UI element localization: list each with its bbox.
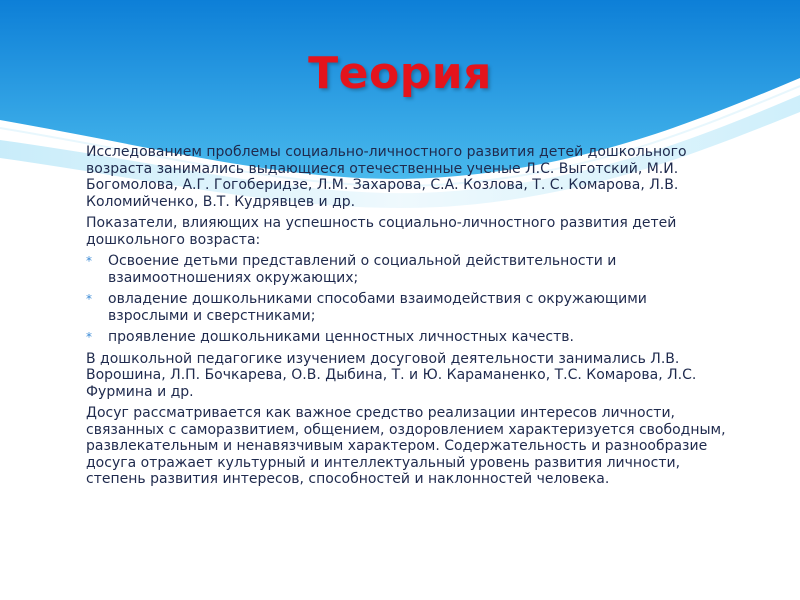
bullet-asterisk-icon: * — [86, 254, 92, 268]
paragraph-indicators: Показатели, влияющих на успешность социально-личностного развития детей дошкольного возраста: — [86, 215, 677, 248]
paragraph-researchers: Исследованием проблемы социально-личностного развития детей дошкольного возраста занимались выдающиеся отечественные ученые Л.С. Выготский, М.И. Богомолова, А.Г. Гогоберидзе, Л.М. Захарова, С.А. Козлова, Т. С. Комарова, Л.В. Коломийченко, В.Т. Кудрявцев и др. — [86, 144, 687, 210]
slide-body — [86, 144, 726, 493]
slide-title: Теория — [308, 48, 492, 99]
list-item — [86, 291, 726, 324]
bullet-asterisk-icon: * — [86, 330, 92, 344]
list-item — [86, 329, 726, 346]
paragraph-leisure-researchers: В дошкольной педагогике изучением досуговой деятельности занимались Л.В. Ворошина, Л.П. Бочкарева, О.В. Дыбина, Т. и Ю. Караманенко, Т.С. Комарова, Л.С. Фурмина и др. — [86, 350, 697, 400]
list-item-text: овладение дошкольниками способами взаимодействия с окружающими взрослыми и сверстниками; — [108, 291, 647, 324]
list-item — [86, 253, 726, 286]
list-item-text: Освоение детьми представлений о социальной действительности и взаимоотношениях окружающих; — [108, 253, 617, 286]
bullet-asterisk-icon: * — [86, 292, 92, 306]
list-item-text: проявление дошкольниками ценностных личностных качеств. — [108, 329, 574, 345]
paragraph-leisure-definition: Досуг рассматривается как важное средство реализации интересов личности, связанных с саморазвитием, общением, оздоровлением характеризуется свободным, развлекательным и ненавязчивым характером. Содержательность и разнообразие досуга отражает культурный и интеллектуальный уровень развития личности, степень развития интересов, способностей и наклонностей человека. — [86, 405, 726, 487]
